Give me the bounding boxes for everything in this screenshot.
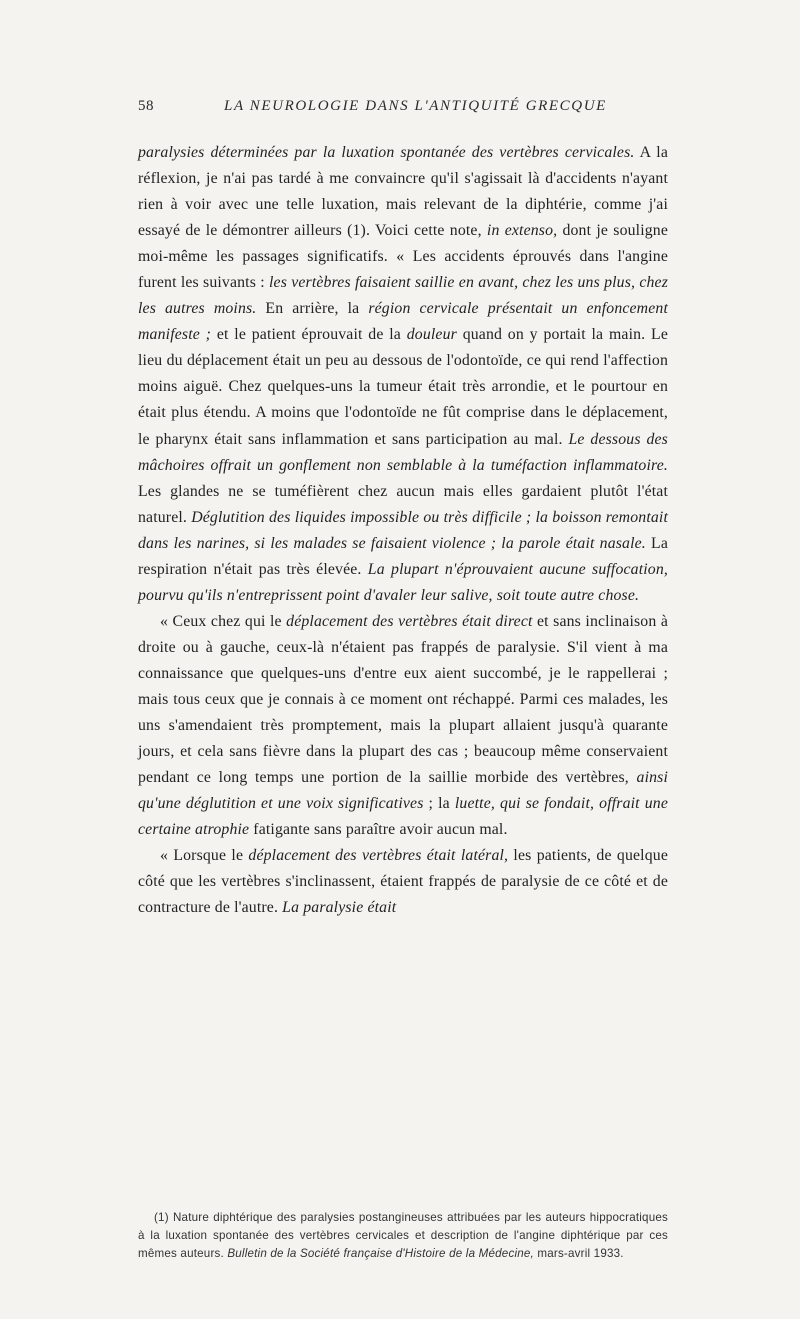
text-segment: A la réflexion, je n'ai pas tardé à me convaincre qu'il s'agissait là d'accidents n'ayant rien à voir avec une telle luxation, mais relevant de la diphtérie, comme j'ai essayé de le démontrer ailleurs (1). Voici cette note, (138, 144, 669, 240)
running-head-title: LA NEUROLOGIE DANS L'ANTIQUITÉ GRECQUE (224, 98, 607, 114)
text-segment: La respiration n'était pas très élevée. (138, 534, 668, 578)
text-segment: fatigante sans paraître avoir aucun mal. (249, 821, 508, 839)
italic-text-segment: La plupart n'éprouvaient aucune suffocation, pourvu qu'ils n'entreprissent point d'avaler leur salive, soit toute autre chose. (138, 560, 668, 604)
text-segment: les patients, de quelque côté que les vertèbres s'inclinassent, étaient frappés de paralysie de ce côté et de contracture de l'autre. (138, 847, 668, 917)
footnote (138, 1209, 668, 1262)
paragraph-2 (138, 609, 668, 843)
italic-text-segment: douleur (406, 326, 457, 344)
text-segment: ; la (423, 795, 455, 813)
text-segment: dont je souligne moi-même les passages significatifs. « Les accidents éprouvés dans l'angine furent les suivants : (138, 222, 668, 292)
text-segment: « Ceux chez qui le (160, 612, 287, 630)
italic-text-segment: Déglutition des liquides impossible ou très difficile ; la boisson remontait dans les narines, si les malades se faisaient violence ; la parole était nasale. (138, 508, 669, 552)
italic-text-segment: déplacement des vertèbres était direct (286, 612, 533, 630)
paragraph-1 (138, 140, 668, 609)
text-segment: « Lorsque le (160, 847, 249, 865)
italic-text-segment: luette, qui se fondait, offrait une certaine atrophie (138, 795, 668, 839)
text-segment: (1) Nature diphtérique des paralysies postangineuses attribuées par les auteurs hippocratiques à la luxation spontanée des vertèbres cervicales et description de l'angine diphtérique par ces mêmes auteurs. (138, 1211, 668, 1260)
italic-text-segment: Bulletin de la Société française d'Histoire de la Médecine, (227, 1246, 534, 1260)
italic-text-segment: ainsi qu'une déglutition et une voix significatives (138, 769, 668, 813)
text-segment: et sans inclinaison à droite ou à gauche, ceux-là n'étaient pas frappés de paralysie. S'il vient à ma connaissance que quelques-uns d'entre eux aient succombé, je le rappellerai ; mais tous ceux que je connais à ce moment ont réchappé. Parmi ces malades, les uns s'amendaient très promptement, mais la plupart allaient jusqu'à quarante jours, et cela sans fièvre dans la plupart des cas ; beaucoup même conservaient pendant ce long temps une portion de la saillie morbide des vertèbres, (138, 612, 669, 787)
footnote-1 (138, 1209, 668, 1262)
text-segment: quand on y portait la main. Le lieu du déplacement était un peu au dessous de l'odontoïde, ce qui rend l'affection moins aiguë. Chez quelques-uns la tumeur était très arrondie, et le pourtour en était plus étendu. A moins que l'odontoïde ne fût comprise dans le déplacement, le pharynx était sans inflammation et sans participation au mal. (138, 326, 668, 448)
italic-text-segment: Le dessous des mâchoires offrait un gonflement non semblable à la tuméfaction inflammatoire. (138, 430, 668, 474)
text-segment: et le patient éprouvait de la (211, 326, 407, 344)
text-segment: En arrière, la (256, 300, 369, 318)
text-segment: mars-avril 1933. (533, 1246, 624, 1260)
body-text (138, 140, 668, 921)
italic-text-segment: La paralysie était (282, 899, 397, 917)
italic-text-segment: les vertèbres faisaient saillie en avant, chez les uns plus, chez les autres moins. (138, 274, 669, 318)
paragraph-3 (138, 843, 668, 921)
italic-text-segment: région cervicale présentait un enfoncement manifeste ; (138, 300, 668, 344)
running-head (138, 98, 668, 120)
italic-text-segment: in extenso, (486, 222, 558, 240)
italic-text-segment: déplacement des vertèbres était latéral, (248, 847, 509, 865)
text-segment: Les glandes ne se tuméfièrent chez aucun mais elles gardaient plutôt l'état naturel. (138, 482, 668, 526)
italic-text-segment: paralysies déterminées par la luxation spontanée des vertèbres cervicales. (138, 144, 635, 161)
page-number: 58 (138, 98, 154, 114)
